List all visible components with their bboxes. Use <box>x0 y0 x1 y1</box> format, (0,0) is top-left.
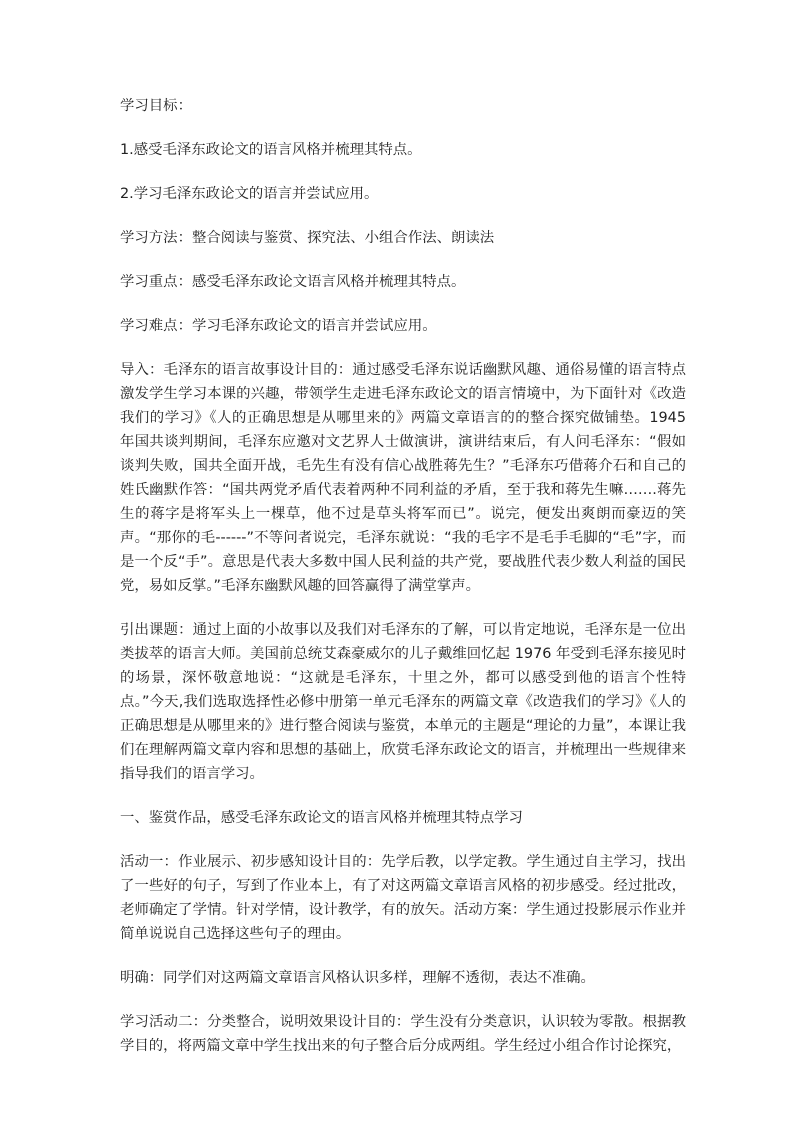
goal-item-2: 2.学习毛泽东政论文的语言并尝试应用。 <box>120 186 379 202</box>
activity-one-paragraph: 活动一：作业展示、初步感知设计目的：先学后教，以学定教。学生通过自主学习，找出了一些好的句子，写到了作业本上，有了对这两篇文章语言风格的初步感受。经过批改，老师确定了学情。针对学情，设计教学，有的放矢。活动方案：学生通过投影展示作业并简单说说自己选择这些句子的理由。 <box>120 854 686 942</box>
goal-item-1: 1.感受毛泽东政论文的语言风格并梳理其特点。 <box>120 142 422 158</box>
introduction-paragraph: 导入：毛泽东的语言故事设计目的：通过感受毛泽东说话幽默风趣、通俗易懂的语言特点激发学生学习本课的兴趣，带领学生走进毛泽东政论文的语言情境中，为下面针对《改造我们的学习》《人的正确思想是从哪里来的》两篇文章语言的的整合探究做铺垫。1945 年国共谈判期间，毛泽东应邀对文艺界人士做演讲，演讲结束后，有人问毛泽东：“假如谈判失败，国共全面开战，毛先生有没有信心战胜蒋先生？”毛泽东巧借蒋介石和自己的姓氏幽默作答：“国共两党矛盾代表着两种不同利益的矛盾，至于我和蒋先生嘛…….蒋先生的蒋字是将军头上一棵草，他不过是草头将军而已”。说完，便发出爽朗而豪迈的笑声。“那你的毛------”不等问者说完，毛泽东就说：“我的毛字不是毛手毛脚的“毛”字，而是一个反“手”。意思是代表大多数中国人民利益的共产党，要战胜代表少数人利益的国民党，易如反掌。”毛泽东幽默风趣的回答赢得了满堂掌声。 <box>120 362 686 594</box>
clarification-paragraph: 明确：同学们对这两篇文章语言风格认识多样，理解不透彻，表达不准确。 <box>120 970 595 986</box>
learning-methods: 学习方法：整合阅读与鉴赏、探究法、小组合作法、朗读法 <box>120 230 495 246</box>
activity-two-paragraph: 学习活动二：分类整合，说明效果设计目的：学生没有分类意识，认识较为零散。根据教学目的，将两篇文章中学生找出来的句子整合后分成两组。学生经过小组合作讨论探究， <box>120 1014 686 1054</box>
learning-key-points: 学习重点：感受毛泽东政论文语言风格并梳理其特点。 <box>120 274 466 290</box>
section-heading-1: 一、鉴赏作品，感受毛泽东政论文的语言风格并梳理其特点学习 <box>120 810 523 826</box>
heading-learning-goals: 学习目标： <box>120 98 192 114</box>
topic-introduction-paragraph: 引出课题：通过上面的小故事以及我们对毛泽东的了解，可以肯定地说，毛泽东是一位出类拔萃的语言大师。美国前总统艾森豪威尔的儿子戴维回忆起 1976 年受到毛泽东接见时的场景，深怀敬意地说：“这就是毛泽东，十里之外，都可以感受到他的语言个性特点。”今天,我们选取选择性必修中册第一单元毛泽东的两篇文章《改造我们的学习》《人的正确思想是从哪里来的》进行整合阅读与鉴赏，本单元的主题是“理论的力量”，本课让我们在理解两篇文章内容和思想的基础上，欣赏毛泽东政论文的语言，并梳理出一些规律来指导我们的语言学习。 <box>120 622 686 782</box>
learning-difficulties: 学习难点：学习毛泽东政论文的语言并尝试应用。 <box>120 318 437 334</box>
document-page <box>120 94 686 1078</box>
